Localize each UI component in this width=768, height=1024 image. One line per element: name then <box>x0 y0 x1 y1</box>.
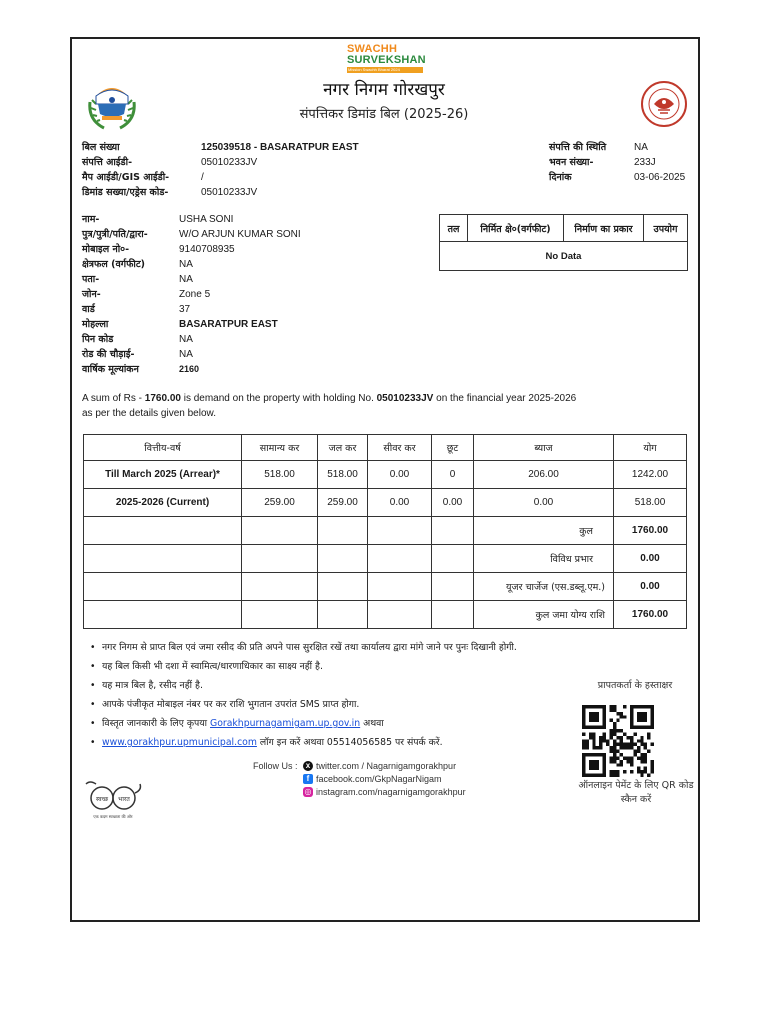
mobile-value: 9140708935 <box>179 244 235 255</box>
construction-type-header: निर्माण का प्रकार <box>564 215 644 242</box>
sewer-tax-cell: 0.00 <box>368 461 432 489</box>
no-data-cell: No Data <box>440 242 688 271</box>
twitter-handle: twitter.com / Nagarnigamgorakhpur <box>316 761 457 771</box>
swachh-logo-line1: SWACHH <box>347 43 398 55</box>
property-status-label: संपत्ति की स्थिति <box>549 142 607 153</box>
pin-code-value: NA <box>179 334 193 345</box>
follow-us-label: Follow Us : <box>253 761 298 771</box>
zone-label: जोन- <box>82 289 101 300</box>
area-value: NA <box>179 259 193 270</box>
recipient-signature-label: प्रापतकर्ता के हस्ताक्षर <box>597 680 673 691</box>
property-status-value: NA <box>634 142 648 153</box>
interest-header: ब्याज <box>474 435 614 461</box>
swachh-logo-tagline: Mission Swachh Bharat 2024 <box>347 67 423 73</box>
grand-total-label: कुल <box>474 517 614 545</box>
property-details-table <box>439 214 688 271</box>
sewer-tax-header: सीवर कर <box>368 435 432 461</box>
table-row <box>84 461 687 489</box>
table-row <box>84 573 687 601</box>
address-label: पता- <box>82 274 100 285</box>
summary-amount: 1760.00 <box>144 393 181 404</box>
table-row <box>84 545 687 573</box>
bill-number-label: बिल संख्या <box>82 142 120 153</box>
grand-total-value: 1760.00 <box>614 517 687 545</box>
dues-table <box>83 434 687 629</box>
upmunicipal-website-link[interactable]: www.gorakhpur.upmunicipal.com <box>102 737 257 748</box>
annual-valuation-value: 2160 <box>179 364 200 374</box>
property-id-value: 05010233JV <box>201 157 258 168</box>
total-cell: 518.00 <box>614 489 687 517</box>
general-tax-header: सामान्य कर <box>242 435 318 461</box>
notes-list <box>90 638 580 752</box>
user-charges-value: 0.00 <box>614 573 687 601</box>
annual-valuation-label: वार्षिक मूल्यांकन <box>82 364 139 375</box>
logo-word-right: भारत <box>118 796 130 803</box>
list-item <box>90 733 580 752</box>
zone-value: Zone 5 <box>179 289 211 300</box>
floor-header: तल <box>440 215 468 242</box>
table-row <box>84 601 687 629</box>
address-value: NA <box>179 274 193 285</box>
built-area-header: निर्मित क्षे०(वर्गफीट) <box>468 215 564 242</box>
locality-label: मोहल्ला <box>82 319 109 330</box>
swachh-survekshan-logo <box>347 43 426 73</box>
note-6-text: लॉग इन करें अथवा 05514056585 पर संपर्क करें. <box>256 737 443 748</box>
list-item: • यह मात्र बिल है, रसीद नहीं है. <box>90 676 580 695</box>
usage-header: उपयोग <box>644 215 688 242</box>
note-5-suffix: अथवा <box>360 718 384 729</box>
owner-name-label: नाम- <box>82 214 100 225</box>
list-item: • यह बिल किसी भी दशा में स्वामित्व/धारणाधिकार का साक्ष्य नहीं है. <box>90 657 580 676</box>
building-number-value: 233J <box>634 157 656 168</box>
year-cell: Till March 2025 (Arrear)* <box>84 461 242 489</box>
map-gis-id-value: / <box>201 172 204 183</box>
mobile-label: मोबाइल नो०- <box>82 244 130 255</box>
swachh-bharat-glasses-logo <box>82 778 144 822</box>
instagram-link[interactable] <box>303 787 466 797</box>
bill-number-value: 125039518 - BASARATPUR EAST <box>201 142 359 153</box>
owner-name-value: USHA SONI <box>179 214 234 225</box>
payable-amount-label: कुल जमा योग्य राशि <box>474 601 614 629</box>
summary-text-4: as per the details given below. <box>82 408 216 419</box>
date-value: 03-06-2025 <box>634 172 686 183</box>
total-cell: 1242.00 <box>614 461 687 489</box>
municipal-title: नगर निगम गोरखपुर <box>323 80 445 100</box>
pin-code-label: पिन कोड <box>82 334 114 345</box>
locality-value: BASARATPUR EAST <box>179 319 278 330</box>
qr-scan-instruction: ऑनलाइन पेमेंट के लिए QR कोड स्कैन करें <box>578 780 694 805</box>
bill-subtitle: संपत्तिकर डिमांड बिल (2025-26) <box>299 107 469 122</box>
ward-value: 37 <box>179 304 191 315</box>
rebate-cell: 0.00 <box>432 489 474 517</box>
logo-tagline: एक कदम स्वच्छता की ओर <box>93 814 133 819</box>
logo-word-left: स्वच्छ <box>95 796 109 803</box>
facebook-link[interactable] <box>303 774 442 784</box>
demand-number-value: 05010233JV <box>201 187 258 198</box>
swachh-logo-line2: SURVEKSHAN <box>347 54 426 66</box>
facebook-handle: facebook.com/GkpNagarNigam <box>316 774 442 784</box>
table-row <box>84 517 687 545</box>
property-id-label: संपत्ति आईडी- <box>82 157 133 168</box>
water-tax-cell: 259.00 <box>318 489 368 517</box>
payable-amount-value: 1760.00 <box>614 601 687 629</box>
map-gis-id-label: मैप आईडी/GIS आईडी- <box>82 172 170 183</box>
year-header: वित्तीय-वर्ष <box>84 435 242 461</box>
facebook-icon: f <box>303 774 313 784</box>
general-tax-cell: 518.00 <box>242 461 318 489</box>
water-tax-cell: 518.00 <box>318 461 368 489</box>
misc-charges-value: 0.00 <box>614 545 687 573</box>
area-label: क्षेत्रफल (वर्गफीट) <box>82 259 146 270</box>
rebate-cell: 0 <box>432 461 474 489</box>
rebate-header: छूट <box>432 435 474 461</box>
list-item: • आपके पंजीकृत मोबाइल नंबर पर कर राशि भुगतान उपरांत SMS प्राप्त होगा. <box>90 695 580 714</box>
instagram-icon: ◎ <box>304 787 312 796</box>
payment-qr-code[interactable] <box>582 705 654 777</box>
list-item: • नगर निगम से प्राप्त बिल एवं जमा रसीद की प्रति अपने पास सुरक्षित रखें तथा कार्यालय द्वारा मांगे जाने पर पुनः दिखानी होगी. <box>90 638 580 657</box>
relation-label: पुत्र/पुत्री/पति/द्वारा- <box>82 229 148 240</box>
demand-number-label: डिमांड सख्या/एड्रेस कोड- <box>82 187 169 198</box>
summary-text-1: A sum of Rs - <box>82 393 145 404</box>
road-width-label: रोड की चौड़ाई- <box>82 349 135 360</box>
relation-value: W/O ARJUN KUMAR SONI <box>179 229 301 240</box>
date-label: दिनांक <box>549 172 572 183</box>
summary-text-3: on the financial year 2025-2026 <box>433 393 577 404</box>
interest-cell: 0.00 <box>474 489 614 517</box>
interest-cell: 206.00 <box>474 461 614 489</box>
misc-charges-label: विविध प्रभार <box>474 545 614 573</box>
road-width-value: NA <box>179 349 193 360</box>
total-header: योग <box>614 435 687 461</box>
sewer-tax-cell: 0.00 <box>368 489 432 517</box>
summary-text-2: is demand on the property with holding No. <box>180 393 377 404</box>
twitter-x-icon: x <box>303 761 313 771</box>
demand-summary <box>82 391 642 421</box>
year-cell: 2025-2026 (Current) <box>84 489 242 517</box>
instagram-handle: instagram.com/nagarnigamgorakhpur <box>316 787 466 797</box>
user-charges-label: यूजर चार्जेज (एस.डब्लू.एम.) <box>474 573 614 601</box>
twitter-link[interactable] <box>303 761 456 771</box>
summary-holding-number: 05010233JV <box>376 393 434 404</box>
municipal-emblem-icon <box>84 82 140 132</box>
list-item <box>90 714 580 733</box>
ward-label: वार्ड <box>82 304 95 315</box>
up-government-seal-icon <box>640 80 688 128</box>
note-5-text: विस्तृत जानकारी के लिए कृपया <box>102 718 211 729</box>
water-tax-header: जल कर <box>318 435 368 461</box>
general-tax-cell: 259.00 <box>242 489 318 517</box>
building-number-label: भवन संख्या- <box>549 157 594 168</box>
nagar-nigam-website-link[interactable]: Gorakhpurnagamigam.up.gov.in <box>210 718 361 729</box>
table-row <box>84 489 687 517</box>
